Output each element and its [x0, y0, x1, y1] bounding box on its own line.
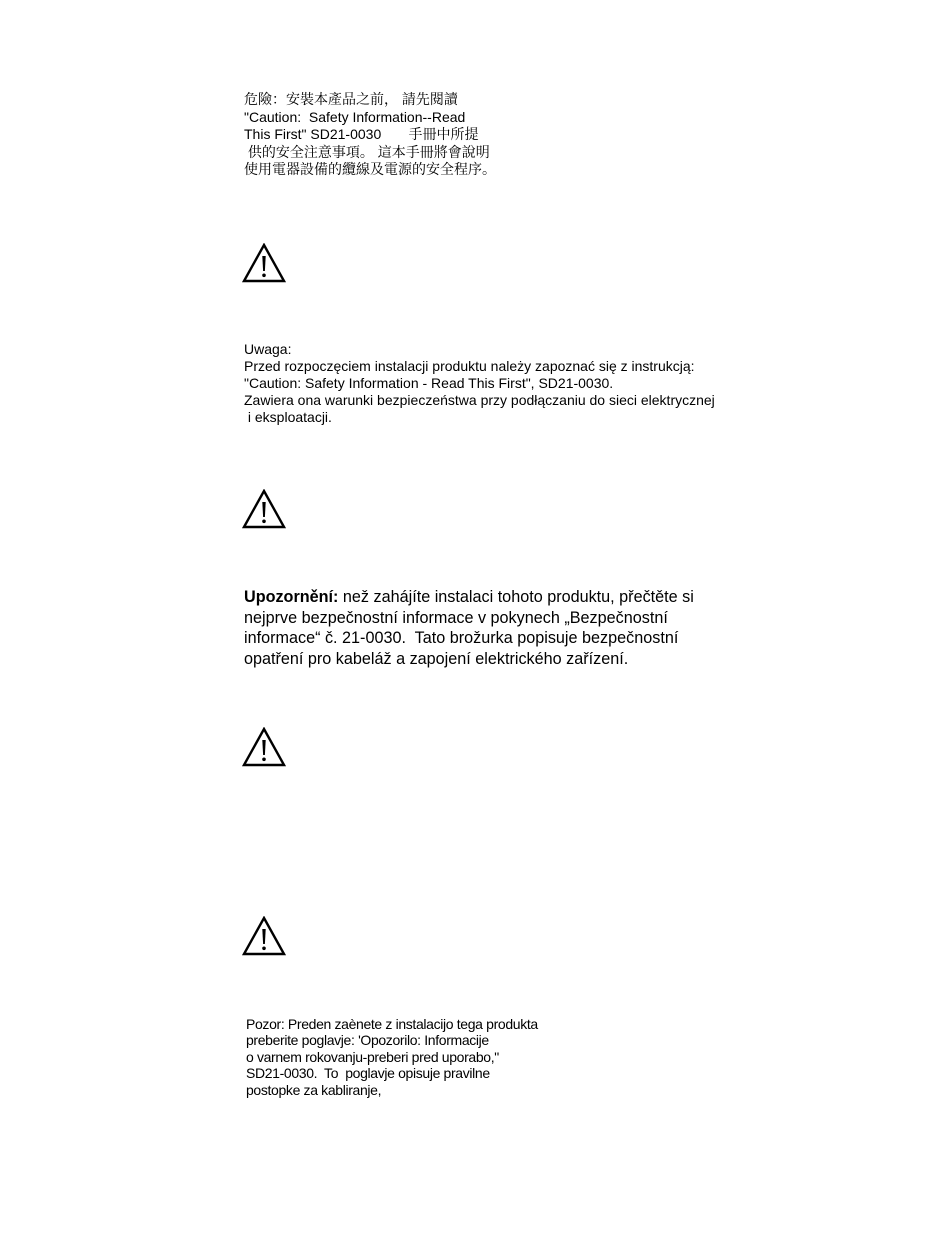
- slovene-notice-line: Pozor: Preden zaènete z instalacijo tega produkta: [246, 1016, 538, 1032]
- slovene-notice: [246, 1016, 538, 1098]
- czech-notice-lead: Upozornění:: [244, 588, 339, 606]
- warning-triangle-icon: [242, 727, 286, 767]
- czech-notice-line: informace“ č. 21-0030. Tato brožurka popisuje bezpečnostní: [244, 629, 679, 648]
- polish-notice-line: i eksploatacji.: [244, 409, 332, 425]
- chinese-notice-line: 供的安全注意事項。 這本手冊將會說明: [244, 143, 490, 160]
- polish-notice-line: Uwaga:: [244, 341, 292, 357]
- czech-notice-line1-rest: než zahájíte instalaci tohoto produktu, přečtěte si: [338, 588, 694, 606]
- polish-notice: [244, 341, 715, 426]
- slovene-notice-line: o varnem rokovanju-preberi pred uporabo,": [246, 1048, 499, 1065]
- chinese-notice-line: "Caution: Safety Information--Read: [244, 108, 466, 125]
- chinese-notice: [244, 91, 496, 179]
- chinese-notice-line: This First" SD21-0030 手冊中所提: [244, 126, 479, 143]
- chinese-notice-line: 危險：安裝本產品之前， 請先閱讀: [244, 91, 458, 107]
- slovene-notice-line: SD21-0030. To poglavje opisuje pravilne: [246, 1065, 490, 1082]
- czech-notice: [244, 587, 694, 670]
- czech-notice-line: opatření pro kabeláž a zapojení elektrického zařízení.: [244, 650, 629, 669]
- polish-notice-line: "Caution: Safety Information - Read This First", SD21-0030.: [244, 375, 614, 391]
- czech-notice-line: [244, 587, 694, 608]
- polish-notice-line: Zawiera ona warunki bezpieczeństwa przy podłączaniu do sieci elektrycznej: [244, 392, 715, 408]
- warning-triangle-icon: [242, 489, 286, 529]
- chinese-notice-line: 使用電器設備的纜線及電源的安全程序。: [244, 161, 496, 178]
- warning-triangle-icon: [242, 243, 286, 283]
- warning-triangle-icon: [242, 916, 286, 956]
- slovene-notice-line: postopke za kabliranje,: [246, 1081, 382, 1098]
- czech-notice-line: nejprve bezpečnostní informace v pokynech „Bezpečnostní: [244, 608, 668, 627]
- polish-notice-line: Przed rozpoczęciem instalacji produktu należy zapoznać się z instrukcją:: [244, 358, 695, 374]
- slovene-notice-line: preberite poglavje: 'Opozorilo: Informacije: [246, 1032, 489, 1049]
